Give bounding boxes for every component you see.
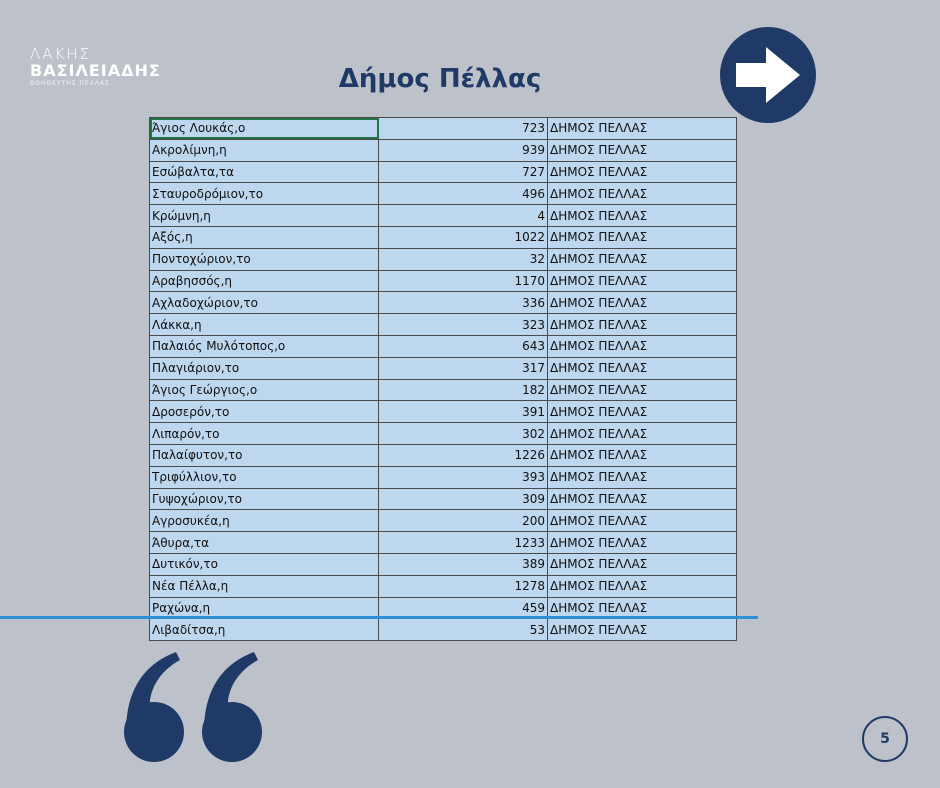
- cell-name[interactable]: Ακρολίμνη,η: [150, 139, 379, 161]
- table-row: [150, 488, 737, 510]
- cell-name[interactable]: Αχλαδοχώριον,το: [150, 292, 379, 314]
- table-row: [150, 161, 737, 183]
- cell-name[interactable]: Πλαγιάριον,το: [150, 357, 379, 379]
- cell-municipality[interactable]: ΔΗΜΟΣ ΠΕΛΛΑΣ: [548, 510, 737, 532]
- table-row: [150, 510, 737, 532]
- cell-name[interactable]: Παλαιός Μυλότοπος,ο: [150, 335, 379, 357]
- cell-municipality[interactable]: ΔΗΜΟΣ ΠΕΛΛΑΣ: [548, 314, 737, 336]
- cell-municipality[interactable]: ΔΗΜΟΣ ΠΕΛΛΑΣ: [548, 488, 737, 510]
- page-number-badge: 5: [862, 716, 908, 762]
- cell-value[interactable]: 336: [379, 292, 548, 314]
- cell-value[interactable]: 317: [379, 357, 548, 379]
- table-row: [150, 139, 737, 161]
- page-title: Δήμος Πέλλας: [338, 64, 542, 94]
- brand-first-name: ΛΑΚΗΣ: [30, 45, 92, 63]
- cell-name[interactable]: Αραβησσός,η: [150, 270, 379, 292]
- cell-name[interactable]: Άθυρα,τα: [150, 532, 379, 554]
- cell-municipality[interactable]: ΔΗΜΟΣ ΠΕΛΛΑΣ: [548, 139, 737, 161]
- cell-municipality[interactable]: ΔΗΜΟΣ ΠΕΛΛΑΣ: [548, 118, 737, 140]
- table-row: [150, 183, 737, 205]
- cell-value[interactable]: 53: [379, 619, 548, 641]
- cell-municipality[interactable]: ΔΗΜΟΣ ΠΕΛΛΑΣ: [548, 183, 737, 205]
- spreadsheet-table: [149, 117, 733, 637]
- cell-municipality[interactable]: ΔΗΜΟΣ ΠΕΛΛΑΣ: [548, 575, 737, 597]
- table-row: [150, 466, 737, 488]
- cell-value[interactable]: 393: [379, 466, 548, 488]
- brand-last-name: ΒΑΣΙΛΕΙΑΔΗΣ: [30, 61, 161, 80]
- cell-name[interactable]: Ποντοχώριον,το: [150, 248, 379, 270]
- divider-line: [0, 616, 758, 619]
- cell-municipality[interactable]: ΔΗΜΟΣ ΠΕΛΛΑΣ: [548, 379, 737, 401]
- cell-municipality[interactable]: ΔΗΜΟΣ ΠΕΛΛΑΣ: [548, 444, 737, 466]
- cell-value[interactable]: 389: [379, 553, 548, 575]
- cell-name[interactable]: Σταυροδρόμιον,το: [150, 183, 379, 205]
- cell-municipality[interactable]: ΔΗΜΟΣ ΠΕΛΛΑΣ: [548, 335, 737, 357]
- cell-municipality[interactable]: ΔΗΜΟΣ ΠΕΛΛΑΣ: [548, 292, 737, 314]
- cell-name[interactable]: Λιπαρόν,το: [150, 423, 379, 445]
- table-row: [150, 118, 737, 140]
- table-row: [150, 444, 737, 466]
- cell-name[interactable]: Δροσερόν,το: [150, 401, 379, 423]
- table-row: [150, 205, 737, 227]
- cell-municipality[interactable]: ΔΗΜΟΣ ΠΕΛΛΑΣ: [548, 270, 737, 292]
- cell-value[interactable]: 1233: [379, 532, 548, 554]
- table-row: [150, 575, 737, 597]
- cell-value[interactable]: 1170: [379, 270, 548, 292]
- cell-value[interactable]: 496: [379, 183, 548, 205]
- cell-value[interactable]: 309: [379, 488, 548, 510]
- next-slide-button[interactable]: [720, 27, 816, 123]
- cell-value[interactable]: 32: [379, 248, 548, 270]
- arrow-right-icon: [720, 27, 816, 123]
- cell-municipality[interactable]: ΔΗΜΟΣ ΠΕΛΛΑΣ: [548, 597, 737, 619]
- quote-mark-icon: [120, 650, 280, 770]
- table-row: [150, 226, 737, 248]
- table-row: [150, 379, 737, 401]
- table-row: [150, 314, 737, 336]
- brand-subtitle: ΒΟΗΘΕΥΤΗΣ ΠΕΛΛΑΣ: [30, 80, 110, 87]
- cell-value[interactable]: 459: [379, 597, 548, 619]
- cell-name[interactable]: Τριφύλλιον,το: [150, 466, 379, 488]
- cell-name[interactable]: Δυτικόν,το: [150, 553, 379, 575]
- cell-name[interactable]: Αγροσυκέα,η: [150, 510, 379, 532]
- cell-municipality[interactable]: ΔΗΜΟΣ ΠΕΛΛΑΣ: [548, 161, 737, 183]
- cell-name[interactable]: Ραχώνα,η: [150, 597, 379, 619]
- cell-municipality[interactable]: ΔΗΜΟΣ ΠΕΛΛΑΣ: [548, 205, 737, 227]
- cell-name[interactable]: Κρώμνη,η: [150, 205, 379, 227]
- cell-value[interactable]: 302: [379, 423, 548, 445]
- table-row: [150, 553, 737, 575]
- cell-name[interactable]: Λιβαδίτσα,η: [150, 619, 379, 641]
- table-row: [150, 248, 737, 270]
- cell-value[interactable]: 1226: [379, 444, 548, 466]
- cell-name[interactable]: Νέα Πέλλα,η: [150, 575, 379, 597]
- cell-value[interactable]: 1022: [379, 226, 548, 248]
- cell-municipality[interactable]: ΔΗΜΟΣ ΠΕΛΛΑΣ: [548, 357, 737, 379]
- table-row: [150, 357, 737, 379]
- table-body: [150, 118, 737, 641]
- cell-value[interactable]: 1278: [379, 575, 548, 597]
- cell-name[interactable]: Άγιος Γεώργιος,ο: [150, 379, 379, 401]
- table-row: [150, 532, 737, 554]
- cell-value[interactable]: 939: [379, 139, 548, 161]
- cell-value[interactable]: 200: [379, 510, 548, 532]
- cell-value[interactable]: 723: [379, 118, 548, 140]
- cell-municipality[interactable]: ΔΗΜΟΣ ΠΕΛΛΑΣ: [548, 466, 737, 488]
- table-row: [150, 270, 737, 292]
- cell-value[interactable]: 323: [379, 314, 548, 336]
- cell-name[interactable]: Αξός,η: [150, 226, 379, 248]
- cell-value[interactable]: 391: [379, 401, 548, 423]
- cell-municipality[interactable]: ΔΗΜΟΣ ΠΕΛΛΑΣ: [548, 226, 737, 248]
- table-row: [150, 292, 737, 314]
- cell-municipality[interactable]: ΔΗΜΟΣ ΠΕΛΛΑΣ: [548, 553, 737, 575]
- table-row: [150, 335, 737, 357]
- cell-name[interactable]: Γυψοχώριον,το: [150, 488, 379, 510]
- cell-value[interactable]: 182: [379, 379, 548, 401]
- cell-value[interactable]: 643: [379, 335, 548, 357]
- cell-municipality[interactable]: ΔΗΜΟΣ ΠΕΛΛΑΣ: [548, 401, 737, 423]
- cell-municipality[interactable]: ΔΗΜΟΣ ΠΕΛΛΑΣ: [548, 248, 737, 270]
- cell-value[interactable]: 727: [379, 161, 548, 183]
- cell-name[interactable]: Εσώβαλτα,τα: [150, 161, 379, 183]
- cell-municipality[interactable]: ΔΗΜΟΣ ΠΕΛΛΑΣ: [548, 423, 737, 445]
- table-row: [150, 423, 737, 445]
- table-row: [150, 401, 737, 423]
- cell-name[interactable]: Παλαίφυτον,το: [150, 444, 379, 466]
- table-row: [150, 619, 737, 641]
- cell-name[interactable]: Άγιος Λουκάς,ο: [150, 118, 379, 140]
- cell-name[interactable]: Λάκκα,η: [150, 314, 379, 336]
- cell-municipality[interactable]: ΔΗΜΟΣ ΠΕΛΛΑΣ: [548, 619, 737, 641]
- cell-value[interactable]: 4: [379, 205, 548, 227]
- cell-municipality[interactable]: ΔΗΜΟΣ ΠΕΛΛΑΣ: [548, 532, 737, 554]
